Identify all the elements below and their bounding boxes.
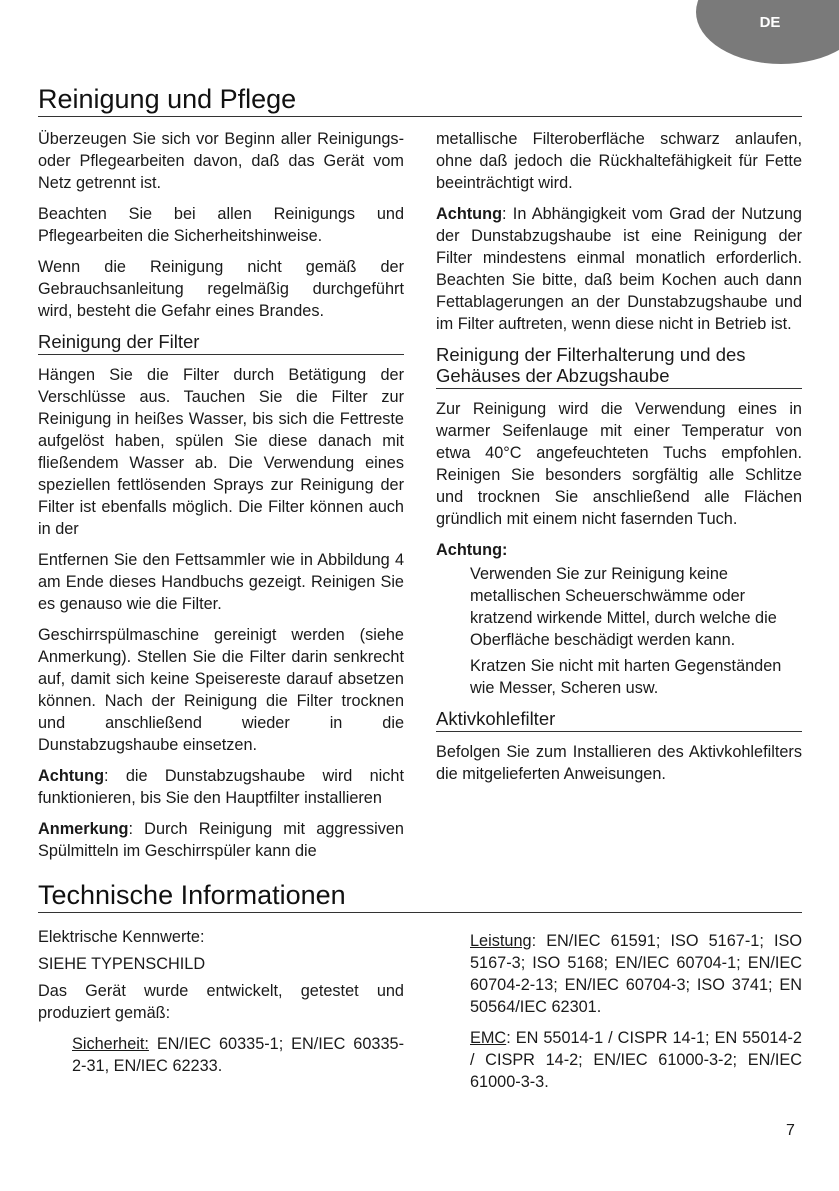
paragraph: Zur Reinigung wird die Verwendung eines in warmer Seifenlauge mit einer Temperatur von etwa 40°C angefeuchteten Tuchs empfohlen. Reinigen Sie besonders sorgfältig alle Schlitze und trocknen Sie anschließend alle Flächen gründlich mit einem nicht fasernden Tuch. (436, 400, 802, 528)
emc-label: EMC (470, 1029, 507, 1047)
subheading-charcoal-filter: Aktivkohlefilter (436, 708, 802, 732)
standards-emc: EMC: EN 55014-1 / CISPR 14-1; EN 55014-2 / CISPR 14-2; EN/IEC 61000-3-2; EN/IEC 61000-3-3. (470, 1029, 802, 1091)
paragraph: SIEHE TYPENSCHILD (38, 955, 206, 973)
cleaning-left-column (38, 128, 404, 871)
subheading-housing-cleaning: Reinigung der Filterhalterung und des Gehäuses der Abzugshaube (436, 344, 802, 389)
paragraph: Das Gerät wurde entwickelt, getestet und produziert gemäß: (38, 982, 404, 1022)
paragraph: Befolgen Sie zum Installieren des Aktivkohlefilters die mitgelieferten Anweisungen. (436, 743, 802, 783)
paragraph: Entfernen Sie den Fettsammler wie in Abbildung 4 am Ende dieses Handbuchs gezeigt. Reinigen Sie es genauso wie die Filter. (38, 551, 404, 613)
language-tab (696, 0, 839, 64)
paragraph: Hängen Sie die Filter durch Betätigung der Verschlüsse aus. Tauchen Sie die Filter zur Reinigung in heißes Wasser, bis sich die Fettreste aufgelöst haben, spülen Sie diese danach mit fließendem Wasser ab. Die Verwendung eines speziellen fettlösenden Sprays zur Reinigung der Filter ist ebenfalls möglich. Die Filter können auch in der (38, 366, 404, 538)
technical-right-column (436, 930, 802, 1102)
subheading-filter-cleaning: Reinigung der Filter (38, 331, 404, 355)
warning-label: Achtung (38, 767, 105, 785)
warning-label: Achtung (436, 205, 503, 223)
paragraph: Beachten Sie bei allen Reinigungs und Pflegearbeiten die Sicherheitshinweise. (38, 205, 404, 245)
warning-label: Achtung: (436, 541, 508, 559)
warning-bullet: Kratzen Sie nicht mit harten Gegenständen wie Messer, Scheren usw. (470, 657, 782, 697)
cleaning-right-column (436, 128, 802, 794)
safety-label: Sicherheit: (72, 1035, 149, 1053)
technical-left-column (38, 926, 404, 1086)
section-title-cleaning: Reinigung und Pflege (38, 84, 802, 117)
paragraph: Geschirrspülmaschine gereinigt werden (siehe Anmerkung). Stellen Sie die Filter darin senkrecht auf, damit sich keine Speisereste darauf absetzen können. Nach der Reinigung die Filter trocknen und anschließend wieder in die Dunstabzugshaube einsetzen. (38, 626, 404, 754)
section-title-technical: Technische Informationen (38, 880, 802, 913)
warning-paragraph: Achtung: In Abhängigkeit vom Grad der Nutzung der Dunstabzugshaube ist eine Reinigung der Filter mindestens einmal monatlich erforderlich. Beachten Sie bitte, daß beim Kochen auch dann Fettablagerungen an der Dunstabzugshaube und im Filter auftreten, wenn diese nicht in Betrieb ist. (436, 205, 802, 333)
note-paragraph: Anmerkung: Durch Reinigung mit aggressiven Spülmitteln im Geschirrspüler kann die (38, 820, 404, 860)
note-label: Anmerkung (38, 820, 129, 838)
standards-safety: Sicherheit: EN/IEC 60335-1; EN/IEC 60335-2-31, EN/IEC 62233. (72, 1035, 404, 1075)
paragraph: Überzeugen Sie sich vor Beginn aller Reinigungs- oder Pflegearbeiten davon, daß das Gerät vom Netz getrennt ist. (38, 130, 404, 192)
paragraph: Wenn die Reinigung nicht gemäß der Gebrauchsanleitung regelmäßig durchgeführt wird, besteht die Gefahr eines Brandes. (38, 258, 404, 320)
performance-label: Leistung (470, 932, 532, 950)
warning-paragraph: Achtung: die Dunstabzugshaube wird nicht funktionieren, bis Sie den Hauptfilter installieren (38, 767, 404, 807)
warning-bullet: Verwenden Sie zur Reinigung keine metallischen Scheuerschwämme oder kratzend wirkende Mittel, durch welche die Oberfläche beschädigt werden kann. (470, 565, 777, 649)
language-label: DE (759, 14, 781, 31)
paragraph: Elektrische Kennwerte: (38, 928, 205, 946)
standards-performance: Leistung: EN/IEC 61591; ISO 5167-1; ISO 5167-3; ISO 5168; EN/IEC 60704-1; EN/IEC 60704-2-13; EN/IEC 60704-3; ISO 3741; EN 50564/IEC 62301. (470, 932, 802, 1016)
page-number: 7 (786, 1122, 795, 1139)
paragraph: metallische Filteroberfläche schwarz anlaufen, ohne daß jedoch die Rückhaltefähigkeit für Fette beeinträchtigt wird. (436, 130, 802, 192)
